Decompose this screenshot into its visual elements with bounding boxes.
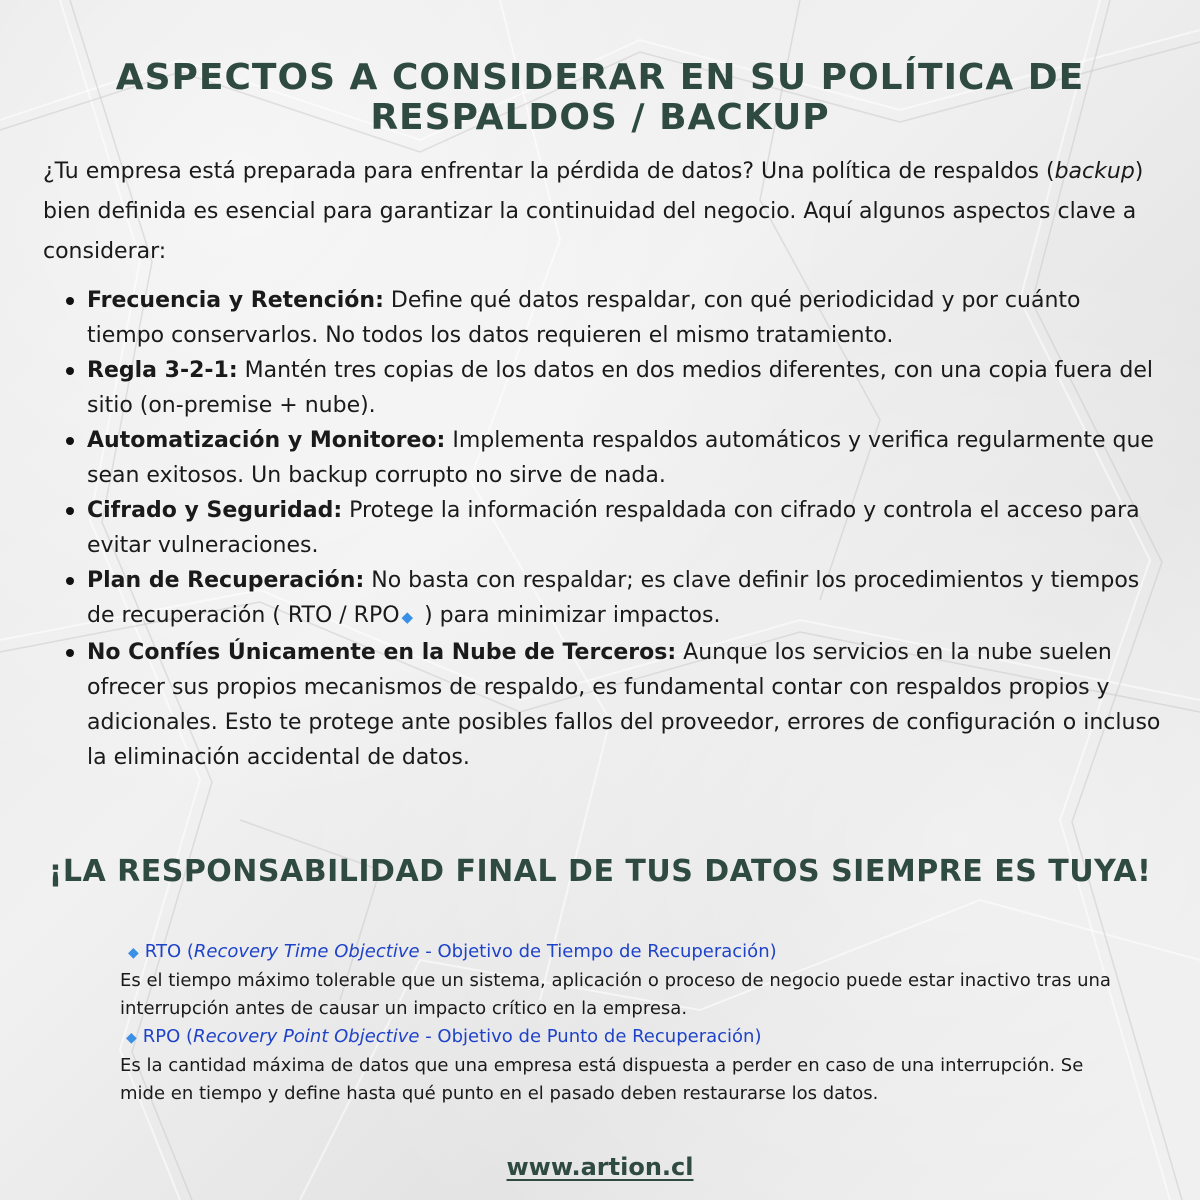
term-spanish: - Objetivo de Punto de Recuperación) <box>419 1026 762 1047</box>
intro-text-end: ) bien definida es esencial para garantizar la continuidad del negocio. Aquí algunos aspectos clave a considerar: <box>43 159 1144 264</box>
list-item-label: Regla 3-2-1: <box>87 358 238 383</box>
bullet-icon <box>66 649 74 657</box>
term-spanish: - Objetivo de Tiempo de Recuperación) <box>419 941 777 962</box>
title-line-2: RESPALDOS / BACKUP <box>370 97 830 138</box>
website-link[interactable]: www.artion.cl <box>506 1153 694 1181</box>
diamond-icon: ◆ <box>126 1030 137 1046</box>
tagline-heading: ¡LA RESPONSABILIDAD FINAL DE TUS DATOS SIEMPRE ES TUYA! <box>48 854 1152 889</box>
list-item <box>63 353 1163 423</box>
bullet-icon <box>66 577 74 585</box>
list-item-label: Automatización y Monitoreo: <box>87 428 446 453</box>
list-item-text: Protege la información respaldada con cifrado y controla el acceso para evitar vulneraciones. <box>87 498 1140 558</box>
term-english: Recovery Time Objective <box>193 941 420 962</box>
list-item-text: No basta con respaldar; es clave definir los procedimientos y tiempos de recuperación ( RTO / RPO <box>87 568 1140 628</box>
list-item <box>63 563 1163 635</box>
list-item-label: No Confíes Únicamente en la Nube de Terceros: <box>87 640 677 665</box>
bullet-icon <box>66 437 74 445</box>
list-item-text-end: ) para minimizar impactos. <box>417 603 721 628</box>
list-item-text: Mantén tres copias de los datos en dos medios diferentes, con una copia fuera del sitio (on-premise + nube). <box>87 358 1154 418</box>
term-abbrev: RPO ( <box>142 1026 194 1047</box>
definitions-section <box>120 938 1120 1108</box>
page-title <box>0 58 1200 138</box>
definition-term-rto <box>120 938 1120 967</box>
list-item <box>63 493 1163 563</box>
list-item-label: Frecuencia y Retención: <box>87 288 384 313</box>
bullet-icon <box>66 297 74 305</box>
list-item-text: Define qué datos respaldar, con qué periodicidad y por cuánto tiempo conservarlos. No todos los datos requieren el mismo tratamiento. <box>87 288 1081 348</box>
diamond-icon: ◆ <box>401 608 414 626</box>
title-line-1: ASPECTOS A CONSIDERAR EN SU POLÍTICA DE <box>115 57 1085 98</box>
definition-term-rpo <box>120 1023 1120 1052</box>
list-item-text: Aunque los servicios en la nube suelen ofrecer sus propios mecanismos de respaldo, es fundamental contar con respaldos propios y adicionales. Esto te protege ante posibles fallos del proveedor, errores de configuración o incluso la eliminación accidental de datos. <box>87 640 1161 770</box>
term-abbrev: RTO ( <box>144 941 194 962</box>
term-english: Recovery Point Objective <box>193 1026 420 1047</box>
list-item-label: Plan de Recuperación: <box>87 568 365 593</box>
list-item <box>63 635 1163 775</box>
list-item <box>63 423 1163 493</box>
list-item-text: Implementa respaldos automáticos y verifica regularmente que sean exitosos. Un backup corrupto no sirve de nada. <box>87 428 1154 488</box>
list-item-label: Cifrado y Seguridad: <box>87 498 343 523</box>
bullet-icon <box>66 507 74 515</box>
intro-paragraph <box>43 152 1173 272</box>
definition-body-rto: Es el tiempo máximo tolerable que un sistema, aplicación o proceso de negocio puede estar inactivo tras una interrupción antes de causar un impacto crítico en la empresa. <box>120 970 1111 1019</box>
intro-italic-term: backup <box>1054 159 1135 184</box>
list-item <box>63 283 1163 353</box>
key-aspects-list <box>63 283 1163 775</box>
bullet-icon <box>66 367 74 375</box>
definition-body-rpo: Es la cantidad máxima de datos que una empresa está dispuesta a perder en caso de una interrupción. Se mide en tiempo y define hasta qué punto en el pasado deben restaurarse los datos. <box>120 1055 1084 1104</box>
diamond-icon: ◆ <box>128 945 139 961</box>
intro-text-start: ¿Tu empresa está preparada para enfrentar la pérdida de datos? Una política de respaldos ( <box>43 159 1055 184</box>
